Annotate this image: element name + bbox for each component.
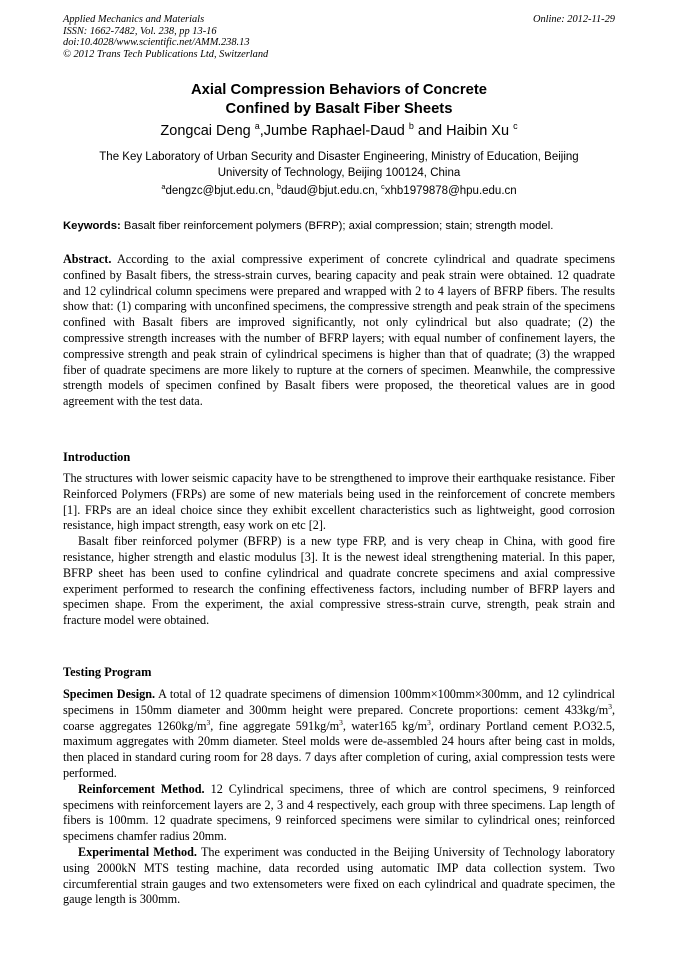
journal-header: [63, 14, 615, 60]
email-list: [63, 184, 615, 199]
reinforcement-method-text: 12 Cylindrical specimens, three of which are control specimens, 9 reinforced specimens with reinforcement layers are 2, 3 and 4 respectively, each group with three specimens. Lap length of fibers is 100mm. 12 quadrate specimens, 9 reinforced specimens were similar to cylindrical ones; reinforced specimens chamfer radius 20mm.: [63, 781, 615, 844]
keywords-label: Keywords:: [63, 220, 121, 232]
cube-exponent-1: 3: [608, 701, 612, 711]
design-text-e: , ordinary Portland cement P.O32.5, maximum aggregates with 20mm diameter. Steel molds were de-assembled 24 hours after being cast in molds, then placed in standard curing room for 28 days. 7 days after completion of curing, axial compression tests were performed.: [63, 718, 615, 780]
title-line-1: Axial Compression Behaviors of Concrete: [190, 82, 488, 98]
design-text-c: , fine aggregate 591kg/m: [210, 718, 340, 733]
reinforcement-method-paragraph: [63, 782, 615, 845]
author-3: Haibin Xu: [446, 123, 510, 139]
keywords: [63, 219, 615, 234]
issn-line: ISSN: 1662-7482, Vol. 238, pp 13-16: [63, 25, 217, 37]
design-text-d: , water165 kg/m: [342, 718, 428, 733]
affiliation-line-1: The Key Laboratory of Urban Security and Disaster Engineering, Ministry of Education, Beijing: [99, 151, 579, 163]
copyright-line: © 2012 Trans Tech Publications Ltd, Switzerland: [63, 48, 269, 60]
author-separator: ,: [259, 123, 264, 139]
author-1-mark: a: [254, 121, 260, 131]
testing-program-heading: Testing Program: [63, 665, 152, 679]
cube-exponent-4: 3: [427, 717, 431, 727]
abstract-text: According to the axial compressive experiment of concrete cylindrical and quadrate specimens confined by Basalt fibers, the stress-strain curves, bearing capacity and peak strain were obtained. 12 quadrate and 12 cylindrical column specimens were prepared and wrapped with 2 to 4 layers of BFRP fibers. The results show that: (1) comparing with unconfined specimens, the compressive strength and peak strain of the specimens confined with Basalt fibers are improved significantly, not only cylindrical but also quadrate; (2) the compressive strength increases with the number of BFRP layers; with equal number of confinement layers, the compressive strength and peak strain of cylindrical specimens is higher than that of quadrate; (3) the wrapped fiber of quadrate specimens are more likely to rupture at the corners of specimen. Meanwhile, the compressive strength models of specimen confined by Basalt fibers were proposed, the theoretical values are in good agreement with the test data.: [63, 252, 615, 409]
author-list: [63, 122, 615, 140]
introduction-heading: Introduction: [63, 450, 131, 464]
abstract: [63, 252, 615, 410]
affiliation-line-2: University of Technology, Beijing 100124, China: [217, 166, 461, 179]
specimen-design-label: Specimen Design.: [63, 687, 156, 701]
experimental-method-label: Experimental Method.: [78, 844, 197, 859]
email-c[interactable]: xhb1979878@hpu.edu.cn: [384, 185, 517, 197]
paper-title: [63, 81, 615, 118]
affiliation: [63, 150, 615, 181]
email-b-mark: b: [276, 182, 282, 191]
online-date: Online: 2012-11-29: [532, 14, 615, 25]
intro-paragraph-1: The structures with lower seismic capacity have to be strengthened to improve their earthquake resistance. Fiber Reinforced Polymers (FRPs) are some of new materials being used in the reinforcement of concrete members [1]. FRPs are an ideal choice since they exhibit excellent characteristics such as lightweight, good corrosion resistance, high impact strength, easy work on etc [2].: [63, 471, 615, 533]
author-2: Jumbe Raphael-Daud: [263, 123, 405, 139]
author-3-mark: c: [513, 121, 518, 131]
experimental-method-text: The experiment was conducted in the Beijing University of Technology laboratory using 2000kN MTS testing machine, data recorded using automatic IMP data collection system. Two circumferential strain gauges and two extensometers were fixed on each cylindrical and quadrate specimen, the gauge length is 300mm.: [63, 844, 615, 907]
design-text-a: A total of 12 quadrate specimens of dimension 100mm×100mm×300mm, and 12 cylindrical specimens in 150mm diameter and 300mm height were prepared. Concrete proportions: cement 433kg/m: [63, 687, 615, 717]
introduction-section: [63, 471, 615, 629]
author-1: Zongcai Deng: [160, 123, 251, 139]
email-c-mark: c: [381, 182, 385, 191]
doi-line: doi:10.4028/www.scientific.net/AMM.238.13: [63, 37, 250, 48]
abstract-label: Abstract.: [63, 252, 112, 266]
email-a-mark: a: [161, 182, 166, 191]
design-text-b: , coarse aggregates 1260kg/m: [63, 702, 615, 733]
author-and: and: [417, 123, 443, 139]
specimen-design-paragraph: [63, 687, 615, 782]
title-line-2: Confined by Basalt Fiber Sheets: [225, 100, 453, 117]
email-b[interactable]: daud@bjut.edu.cn,: [281, 185, 378, 197]
experimental-method-paragraph: [63, 845, 615, 908]
testing-program-section: [63, 687, 615, 908]
cube-exponent-2: 3: [206, 717, 211, 727]
reinforcement-method-label: Reinforcement Method.: [78, 781, 205, 796]
author-2-mark: b: [408, 121, 414, 131]
keywords-text: Basalt fiber reinforcement polymers (BFRP); axial compression; stain; strength model.: [123, 220, 554, 232]
journal-name: Applied Mechanics and Materials: [63, 14, 205, 25]
cube-exponent-3: 3: [339, 717, 343, 727]
intro-paragraph-2: Basalt fiber reinforced polymer (BFRP) is a new type FRP, and is very cheap in China, with good fire resistance, higher strength and elastic modulus [3]. It is the newest ideal strengthening material. In this paper, BFRP sheet has been used to confine cylindrical and quadrate concrete specimens and axial compressive experiment performed to research the confining effectiveness factors, including number of BFRP layers and specimen shape. From the experiment, the axial compressive stress-strain curve, strength, peak strain and fracture model were obtained.: [63, 534, 615, 628]
email-a[interactable]: dengzc@bjut.edu.cn,: [165, 185, 274, 197]
